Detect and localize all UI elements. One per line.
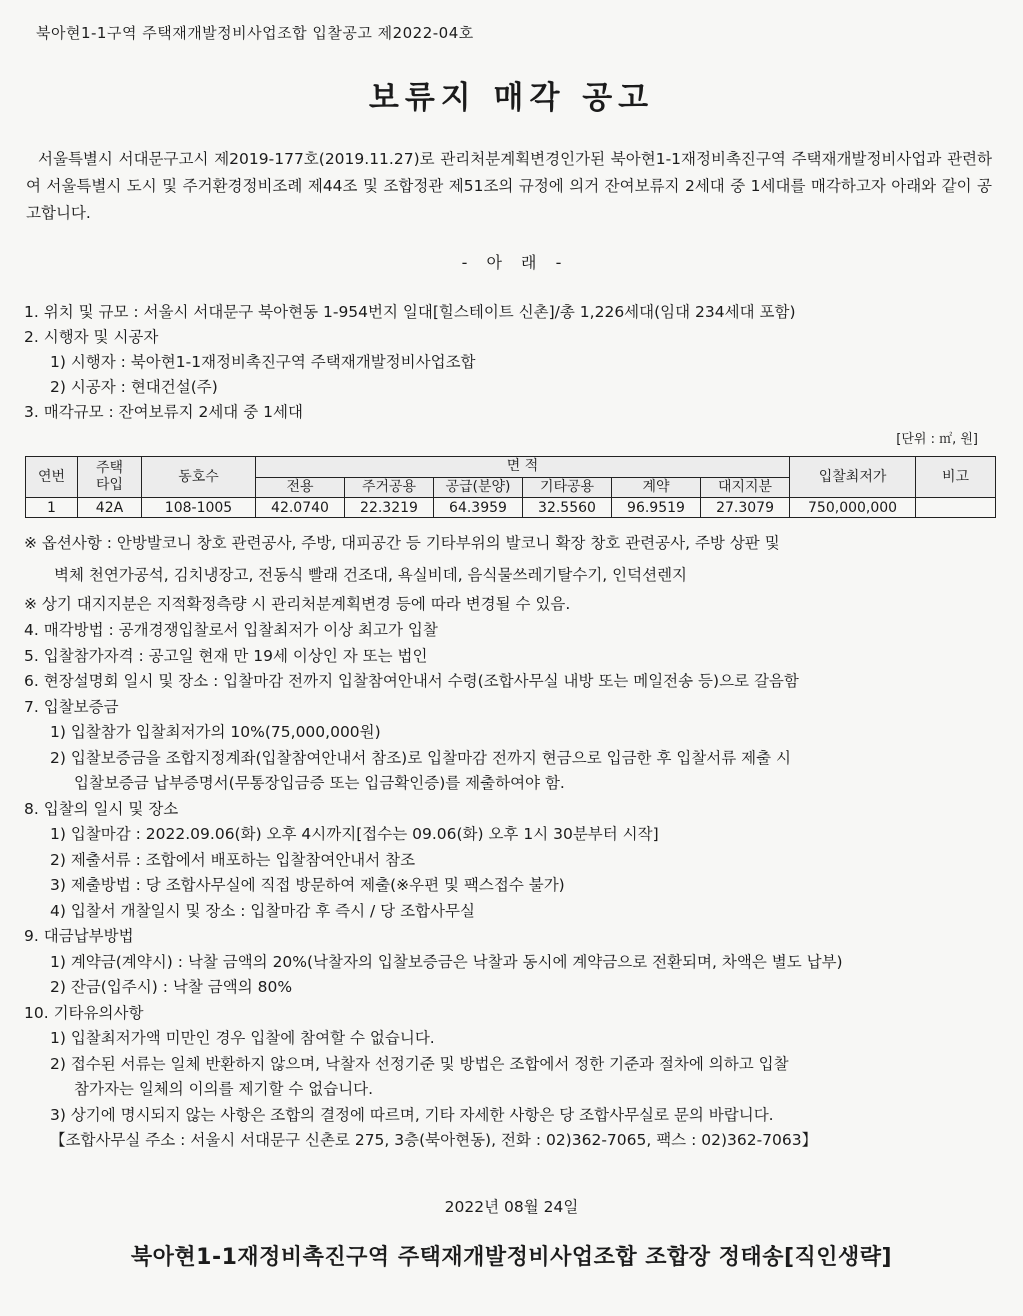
th-min-price: 입찰최저가: [790, 457, 916, 498]
list-item: 3) 상기에 명시되지 않는 사항은 조합의 결정에 따르며, 기타 자세한 사항은 당 조합사무실로 문의 바랍니다.: [50, 1105, 774, 1124]
th-area-exclusive: 전용: [256, 477, 345, 498]
th-area-supply: 공급(분양): [434, 477, 523, 498]
list-item: 1) 계약금(계약시) : 낙찰 금액의 20%(낙찰자의 입찰보증금은 낙찰과 동시에 계약금으로 전환되며, 차액은 별도 납부): [50, 952, 843, 971]
notice-date: 2022년 08월 24일: [444, 1198, 579, 1216]
list-item: 1) 입찰마감 : 2022.09.06(화) 오후 4시까지[접수는 09.06(화) 오후 1시 30분부터 시작]: [50, 825, 659, 843]
page-title: 보류지 매각 공고: [368, 80, 655, 116]
list-item: 10. 기타유의사항: [24, 1003, 144, 1022]
notice-number-header: 북아현1-1구역 주택재개발정비사업조합 입찰공고 제2022-04호: [36, 24, 474, 42]
list-item: 3. 매각규모 : 잔여보류지 2세대 중 1세대: [24, 403, 303, 421]
th-area: 면 적: [256, 457, 790, 478]
list-item: 【조합사무실 주소 : 서울시 서대문구 신촌로 275, 3층(북아현동), 전화 : 02)362-7065, 팩스 : 02)362-7063】: [50, 1131, 818, 1149]
cell-area-supply: 64.3959: [434, 498, 523, 518]
cell-no: 1: [26, 498, 78, 518]
list-item: 3) 제출방법 : 당 조합사무실에 직접 방문하여 제출(※우편 및 팩스접수 불가): [50, 876, 565, 894]
intro-paragraph: 서울특별시 서대문구고시 제2019-177호(2019.11.27)로 관리처분계획변경인가된 북아현1-1재정비촉진구역 주택재개발정비사업과 관련하여 서울특별시 도시 및 주거환경정비조례 제44조 및 조합정관 제51조의 규정에 의거 잔여보류지 2세대 중 1세대를 매각하고자 아래와 같이 공고합니다.: [26, 150, 992, 222]
list-item: 4. 매각방법 : 공개경쟁입찰로서 입찰최저가 이상 최고가 입찰: [24, 621, 438, 639]
cell-area-land-share: 27.3079: [701, 498, 790, 518]
cell-area-exclusive: 42.0740: [256, 498, 345, 518]
list-item: 4) 입찰서 개찰일시 및 장소 : 입찰마감 후 즉시 / 당 조합사무실: [50, 901, 475, 920]
cell-unit: 108-1005: [142, 498, 256, 518]
list-item: 9. 대금납부방법: [24, 927, 134, 945]
list-item: 7. 입찰보증금: [24, 697, 119, 716]
th-remark: 비고: [916, 457, 996, 498]
cell-remark: [916, 498, 996, 518]
cell-area-other-common: 32.5560: [523, 498, 612, 518]
list-item: 2) 입찰보증금을 조합지정계좌(입찰참여안내서 참조)로 입찰마감 전까지 현금으로 입금한 후 입찰서류 제출 시: [50, 748, 792, 767]
items-bottom-list: [24, 618, 994, 1154]
th-area-land-share: 대지지분: [701, 477, 790, 498]
th-area-contract: 계약: [612, 477, 701, 498]
details-block: [24, 526, 994, 1154]
options-note: ※ 옵션사항 : 안방발코니 창호 관련공사, 주방, 대피공간 등 기타부위의 발코니 확장 창호 관련공사, 주방 상판 및: [24, 534, 780, 552]
list-item: 1) 입찰참가 입찰최저가의 10%(75,000,000원): [50, 723, 381, 741]
th-area-residential-common: 주거공용: [345, 477, 434, 498]
land-share-note: ※ 상기 대지지분은 지적확정측량 시 관리처분계획변경 등에 따라 변경될 수 있음.: [24, 595, 571, 613]
cell-min-price: 750,000,000: [790, 498, 916, 518]
list-item: 2) 시공자 : 현대건설(주): [50, 378, 218, 396]
list-item: 5. 입찰참가자격 : 공고일 현재 만 19세 이상인 자 또는 법인: [24, 646, 428, 665]
table-header-row: [26, 457, 996, 478]
list-item: 참가자는 일체의 이의를 제기할 수 없습니다.: [74, 1080, 374, 1098]
cell-area-residential-common: 22.3219: [345, 498, 434, 518]
list-item: 2) 잔금(입주시) : 낙찰 금액의 80%: [50, 978, 293, 996]
options-note-cont: 벽체 천연가공석, 김치냉장고, 전동식 빨래 건조대, 욕실비데, 음식물쓰레기탈수기, 인덕션렌지: [54, 566, 688, 584]
cell-area-contract: 96.9519: [612, 498, 701, 518]
th-type: 주택 타입: [78, 457, 142, 498]
list-item: 6. 현장설명회 일시 및 장소 : 입찰마감 전까지 입찰참여안내서 수령(조합사무실 내방 또는 메일전송 등)으로 갈음함: [24, 672, 799, 690]
list-item: 2) 접수된 서류는 일체 반환하지 않으며, 낙찰자 선정기준 및 방법은 조합에서 정한 기준과 절차에 의하고 입찰: [50, 1054, 789, 1073]
th-unit: 동호수: [142, 457, 256, 498]
th-area-other-common: 기타공용: [523, 477, 612, 498]
th-no: 연번: [26, 457, 78, 498]
below-label: - 아 래 -: [461, 253, 562, 272]
list-item: 1. 위치 및 규모 : 서울시 서대문구 북아현동 1-954번지 일대[힐스테이트 신촌]/총 1,226세대(임대 234세대 포함): [24, 303, 796, 321]
list-item: 입찰보증금 납부증명서(무통장입금증 또는 입금확인증)를 제출하여야 함.: [74, 774, 565, 792]
property-table: [25, 456, 996, 518]
list-item: 8. 입찰의 일시 및 장소: [24, 799, 179, 818]
items-top-list: [24, 300, 994, 451]
list-item: 2. 시행자 및 시공자: [24, 328, 159, 346]
issuer-signature: 북아현1-1재정비촉진구역 주택재개발정비사업조합 조합장 정태송[직인생략]: [130, 1245, 893, 1270]
list-item: 2) 제출서류 : 조합에서 배포하는 입찰참여안내서 참조: [50, 850, 416, 869]
unit-label: [단위 : ㎡, 원]: [896, 432, 978, 447]
table-row: [26, 498, 996, 518]
list-item: 1) 입찰최저가액 미만인 경우 입찰에 참여할 수 없습니다.: [50, 1029, 435, 1047]
cell-type: 42A: [78, 498, 142, 518]
list-item: 1) 시행자 : 북아현1-1재정비촉진구역 주택재개발정비사업조합: [50, 353, 476, 371]
property-table-wrap: [25, 456, 995, 518]
